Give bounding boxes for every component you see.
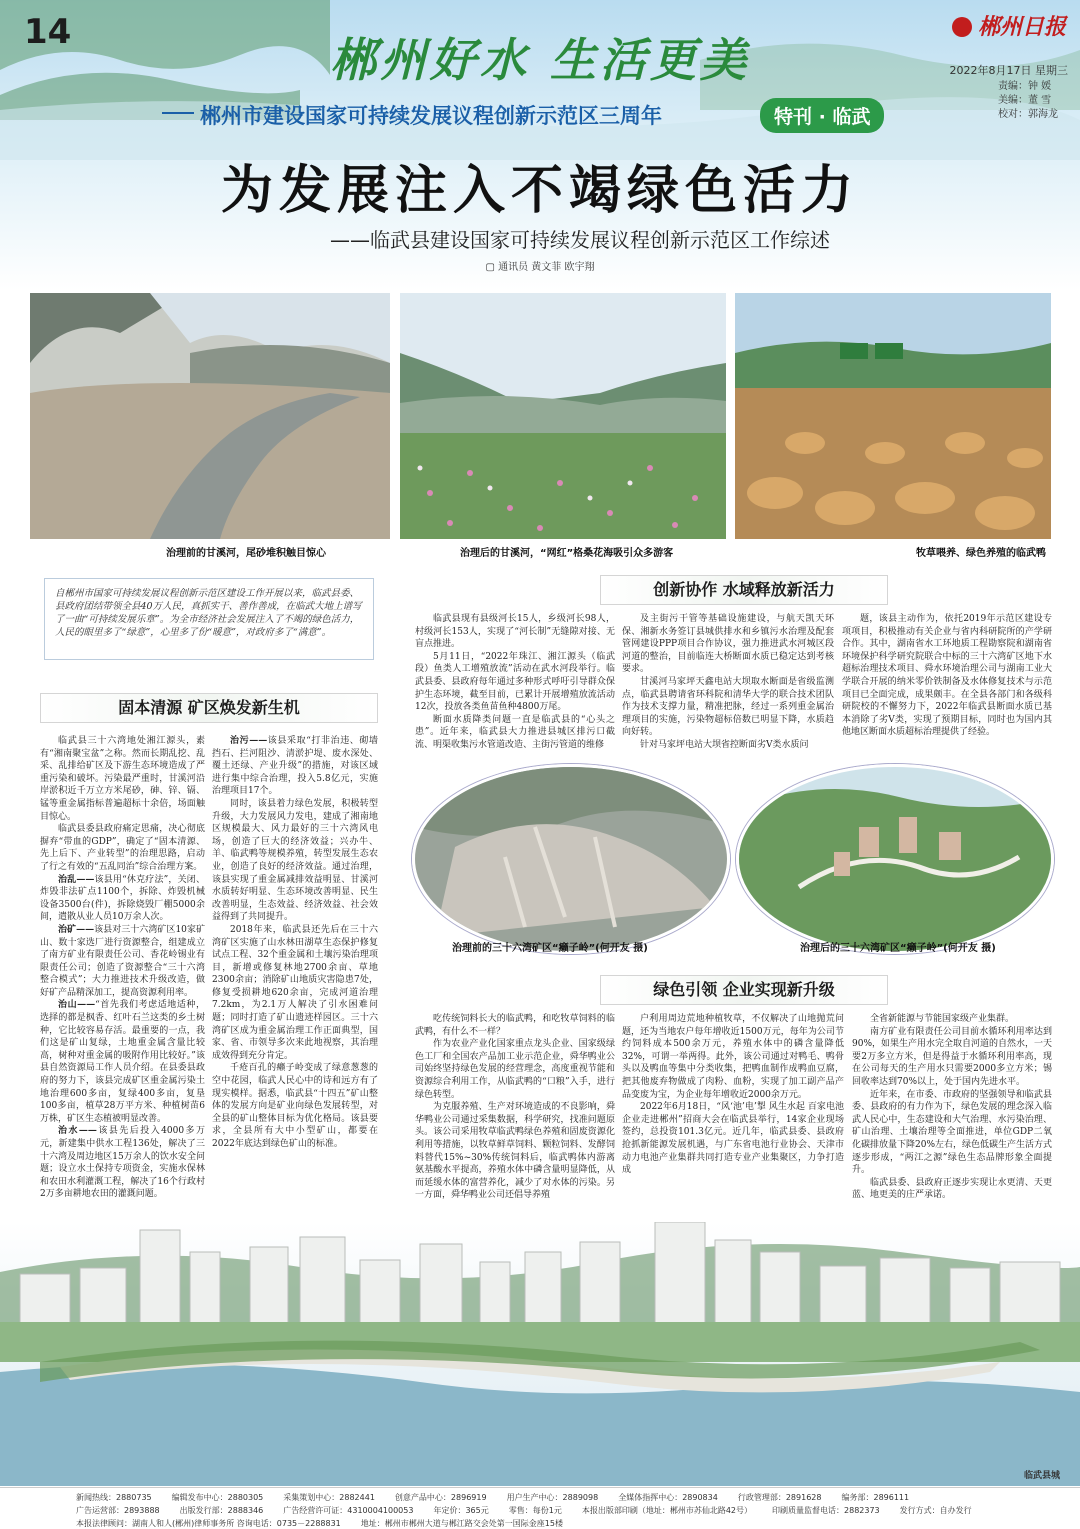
sub-headline: ——临武县建设国家可持续发展议程创新示范区工作综述 bbox=[330, 228, 830, 252]
paragraph: 治矿——该县对三十六湾矿区10家矿山、数十家选厂进行资源整合，组建成立了南方矿业有限责任公司、香花岭锡业有限责任公司；创造了资源整合“三十六湾整合模式”；大力推进技术升级改造，做好矿产品精深加工，提高资源利用率。 bbox=[40, 924, 205, 998]
bold-lead: 治乱—— bbox=[58, 874, 95, 885]
paragraph: 临武县委、县政府正逐步实现让水更清、天更蓝、地更美的庄严承诺。 bbox=[852, 1177, 1052, 1201]
photo-ducks bbox=[735, 293, 1051, 539]
page-number: 14 bbox=[24, 12, 72, 52]
caption-photo4: 治理前的三十六湾矿区“癞子岭”(何开友 摄) bbox=[452, 943, 648, 954]
column-7 bbox=[622, 1013, 844, 1238]
paragraph: 临武县三十六湾地处湘江源头，素有“湘南聚宝盆”之称。然而长期乱挖、乱采、乱排给矿区及下游生态环境造成了严重污染和破坏。污染最严重时，甘溪河沿岸淤积近千万立方米尾砂，砷、锌、镉、锰等重金属指标普遍超标十余倍，场面触目惊心。 bbox=[40, 736, 205, 822]
paragraph: 甘溪河马家坪天鑫电站大坝取水断面是省级监测点，临武县聘请省环科院和清华大学的联合技术团队作为技术支撑力量，精准把脉，经过一系列重金属治理项目的实施，污染物超标倍数已明显下降，水质趋向好转。 bbox=[622, 676, 834, 738]
column-1 bbox=[40, 735, 205, 1242]
paragraph: 临武县现有县级河长15人，乡级河长98人，村级河长153人，实现了“河长制”无缝隙对接、无盲点推进。 bbox=[415, 614, 615, 650]
footer-line-2: 广告运营部：2893888 出版发行部：2888346 广告经营许可证：4310004100053 年定价：365元 零售：每份1元 本报出版部印刷（地址：郴州市苏仙北路42号） 印刷质量监督电话：2882373 发行方式：自办发行 bbox=[76, 1506, 972, 1515]
photo-mine-after bbox=[736, 764, 1054, 954]
paragraph: 近年来，在市委、市政府的坚强领导和临武县委、县政府的有力作为下，绿色发展的理念深入临武人民心中，生态建设和大气治理、水污染治理、矿山治理、土壤治理等全面推进，单位GDP二氧化碳排放量下降20%左右，绿色低碳生产生活方式逐步形成，“两江之源”绿色生态品牌形象全面提升。 bbox=[852, 1089, 1052, 1176]
newspaper-logo bbox=[952, 10, 1066, 41]
column-2 bbox=[212, 735, 378, 1242]
masthead-slogan: 郴州好水 生活更美 bbox=[330, 33, 751, 87]
paragraph: 治乱——该县用“休克疗法”，关闭、炸毁非法矿点1100个，拆除、炸毁机械设备3500台(件)，拆除烧毁厂棚5000余间，遣散从业人员10万余人次。 bbox=[40, 874, 205, 923]
paragraph: 全省新能源与节能国家级产业集群。 bbox=[870, 1014, 1015, 1024]
issue-date: 2022年8月17日 星期三 bbox=[949, 64, 1068, 77]
paragraph: 治水——该县先后投入4000多万元，新建集中供水工程136处，解决了三十六湾及周边地区15万余人的饮水安全问题；设立水土保持专项资金，实施水保林和农田水利灌溉工程，解决了16个行政村2万多亩耕地农田的灌溉问题。 bbox=[40, 1126, 205, 1200]
photo-river-before bbox=[30, 293, 390, 539]
paragraph: 户利用周边荒地种植牧草，不仅解决了山地抛荒问题，还为当地农户每年增收近1500万元，每年为公司节约饲料成本500余万元，养殖水体中的磷含量降低32%，可谓一举两得。此外，该公司通过对鸭毛、鸭骨头以及鸭血等集中分类收集，把鸭血制作成鸭血豆腐，把其他废弃物做成了肉粉、血粉，实现了加工副产品产品变废为宝，为企业每年增收近2000余万元。 bbox=[622, 1014, 844, 1100]
column-3 bbox=[415, 613, 615, 757]
editor-list bbox=[998, 80, 1068, 122]
byline: ▢ 通讯员 黄文菲 欧宇翔 bbox=[485, 262, 595, 273]
bold-lead: 治水—— bbox=[58, 1126, 97, 1137]
section-heading-enterprise: 绿色引领 企业实现新升级 bbox=[600, 975, 888, 1005]
section-heading-water: 创新协作 水域释放新活力 bbox=[600, 575, 888, 605]
logo-icon bbox=[952, 17, 972, 37]
photo-county-panorama bbox=[0, 1222, 1080, 1486]
editor-proofreader: 校对：郭海龙 bbox=[998, 109, 1058, 120]
footer-line-1: 新闻热线：2880735 编辑发布中心：2880305 采集策划中心：2882441 创意产品中心：2896919 用户生产中心：2889098 全媒体指挥中心：2890834 行政管理部：2891628 编务部：2896111 bbox=[76, 1493, 910, 1502]
main-headline: 为发展注入不竭绿色活力 bbox=[220, 160, 859, 221]
editor-art: 美编：董 雪 bbox=[998, 95, 1052, 106]
intro-box: 自郴州市国家可持续发展议程创新示范区建设工作开展以来，临武县委、县政府团结带领全县40万人民，真抓实干、善作善成，在临武大地上谱写了一曲“可持续发展乐章”。为全市经济社会发展注入了不竭的绿色活力，人民的眼里多了“绿意”，心里多了份“暖意”，对政府多了“满意”。 bbox=[44, 578, 374, 660]
paragraph: 题，该县主动作为，依托2019年示范区建设专项项目，积极推动有关企业与省内科研院所的产学研合作。其中，湖南省水工环地质工程勘察院和湖南省环境保护科学研究院联合中标的三十六湾矿区地下水超标治理技术项目、舜水环境治理公司与湖南工业大学联合开展的纳米零价铁制备及水体修复技术与示范项目已全面完成，成果颇丰。在全县各部门和各级科研院校的不懈努力下，2022年临武县断面水质已基本消除了劣Ⅴ类，实现了预期目标，同时也为国内其他地区断面水质超标治理提供了经验。 bbox=[842, 614, 1052, 738]
editor-responsible: 责编：钟 媛 bbox=[998, 81, 1052, 92]
bold-lead: 治污—— bbox=[230, 736, 268, 746]
column-5 bbox=[842, 613, 1052, 757]
caption-photo2: 治理后的甘溪河，“网红”格桑花海吸引众多游客 bbox=[460, 548, 674, 559]
paper-name: 郴州日报 bbox=[977, 14, 1066, 40]
paragraph: 南方矿业有限责任公司目前水循环利用率达到90%，如果生产用水完全取自河道的自然水，一天要2万多立方米，但是得益于水循环利用率高，现在公司每天的生产用水只需要2000多立方米；锡回收率达到70%以上，处于国内先进水平。 bbox=[852, 1026, 1052, 1087]
footer-line-3: 本报法律顾问：湖南人和人(郴州)律师事务所 咨询电话：0735－2288831 地址：郴州市郴州大道与郴江路交会处第一国际金座15楼 bbox=[76, 1519, 563, 1528]
paragraph: 作为农业产业化国家重点龙头企业、国家级绿色工厂和全国农产品加工业示范企业，舜华鸭业公司始终坚持绿色发展的经营理念，高度重视节能和资源综合利用工作，从临武鸭的“口粮”入手，进行绿色转型。 bbox=[415, 1039, 615, 1100]
paragraph: 临武县委县政府痛定思痛，决心彻底摒弃“带血的GDP”，确定了“固本清源、先上后下、产业转型”的治理思路，启动了行之有效的“五乱同治”综合治理方案。 bbox=[40, 824, 205, 872]
paragraph: 同时，该县着力绿色发展，积极转型升级，大力发展风力发电，建成了湘南地区规模最大、风力最好的三十六湾风电场，创造了巨大的经济效益；兴办牛、羊、临武鸭等规模养殖，转型发展生态农业，创造了良好的经济效益。通过治理，该县实现了重金属减排效益明显、甘溪河水质转好明显、生态环境改善明显、民生改善明显，生态效益、经济效益、社会效益得到了共同提升。 bbox=[212, 798, 378, 923]
paragraph: 断面水质降类问题一直是临武县的“心头之患”。近年来，临武县大力推进县城区排污口截流、明渠收集污水管道改造、主街污管道的维修 bbox=[415, 714, 615, 750]
paragraph: 针对马家坪电站大坝省控断面劣Ⅴ类水质问 bbox=[640, 739, 809, 750]
caption-photo1: 治理前的甘溪河，尾砂堆积触目惊心 bbox=[166, 548, 326, 559]
footer-info bbox=[0, 1487, 1080, 1529]
column-8 bbox=[852, 1013, 1052, 1238]
paragraph: 5月11日，“2022年珠江、湘江源头（临武段）鱼类人工增殖放流”活动在武水河段举行。临武县委、县政府每年通过多种形式呼吁引导群众保护生态环境，截至目前，已累计开展增殖放流活动12次，投放各类鱼苗鱼种4800万尾。 bbox=[415, 651, 615, 713]
paragraph: 及主街污干管等基础设施建设，与航天凯天环保、湘新水务签订县城供排水和乡镇污水治理及配套管网建设PPP项目合作协议，强力推进武水河城区段河道的整治，目前临连大桥断面水质已稳定达到考核要求。 bbox=[622, 614, 834, 675]
paragraph: 千疮百孔的癞子岭变成了绿意葱葱的空中花园，临武人民心中的诗和远方有了现实模样。据悉，临武县“十四五”矿山整体的发展方向是矿业向绿色发展转型，对全县的矿山整体目标为优化格局。该县要求，全县所有大中小型矿山，都要在2022年底达到绿色矿山的标准。 bbox=[212, 1063, 378, 1149]
bold-lead: 治矿—— bbox=[58, 924, 95, 935]
photo-river-after bbox=[400, 293, 726, 539]
paragraph: 2018年来，临武县还先后在三十六湾矿区实施了山水林田湖草生态保护修复试点工程、32个重金属和土壤污染治理项目，新增或修复林地2700余亩、草地2300余亩；消除矿山地质灾害隐患7处，修复受损耕地620余亩，完成河道治理7.2km，为2.1万人解决了引水困难问题；同时打造了矿山遗迹样园区。三十六湾矿区成为重金属治理工作正面典型，国家、省、市领导多次来此地视察，其治理成效得到充分肯定。 bbox=[212, 924, 378, 1061]
special-badge: 特刊 · 临武 bbox=[760, 98, 884, 133]
paragraph: 治山——“首先我们考虑适地适种，选择的都是枫香、红叶石兰这类的乡土树种，它比较容易存活。最重要的一点，我们这是矿山复绿，土地重金属含量比较高，树种对重金属的吸附作用比较好。”该县自然资源局工作人员介绍。在县委县政府的努力下，该县完成矿区重金属污染土地治理600多亩，复绿400多亩，复垦100多亩，植草28万平方米、种植树苗6万株，矿区生态植被明显改善。 bbox=[40, 1000, 205, 1124]
caption-photo5: 治理后的三十六湾矿区“癞子岭”(何开友 摄) bbox=[800, 943, 996, 954]
section-heading-mining: 固本清源 矿区焕发新生机 bbox=[40, 693, 378, 723]
column-6 bbox=[415, 1013, 615, 1238]
bold-lead: 治山—— bbox=[58, 1000, 96, 1011]
paragraph: 为克服养殖、生产对环境造成的不良影响，舜华鸭业公司通过采集数据，科学研究，找准问题原头。该公司采用牧草临武鸭绿色养殖和固废资源化利用等措施，以牧草鲜草饲料、颗粒饲料、发酵饲料替代15%~30%传统饲料后，临武鸭体内游离氨基酸水平提高，养殖水体中磷含量明显降低，从而延缓水体的富营养化，减少了对水体的污染。另一方面，舜华鸭业公司还倡导养殖 bbox=[415, 1102, 615, 1201]
column-4 bbox=[622, 613, 834, 757]
panorama-sign: 临武县城 bbox=[1024, 1471, 1061, 1481]
caption-photo3: 牧草喂养、绿色养殖的临武鸭 bbox=[916, 548, 1046, 559]
special-subtitle: 郴州市建设国家可持续发展议程创新示范区三周年 bbox=[200, 100, 662, 130]
paragraph: 2022年6月18日，“风‘池’电’掣 风生水起 百家电池企业走进郴州”招商大会在临武县举行，14家企业现场签约，总投资101.3亿元。近几年，临武县委、县政府抢抓新能源发展机遇，与广东省电池行业协会、天津市动力电池产业集群共同打造专业产业集聚区，力争打造成 bbox=[622, 1102, 844, 1176]
photo-mine-before bbox=[412, 764, 730, 954]
paragraph: 治污——该县采取“打非治违、砌墙挡石、拦河阻沙、清淤护堤、废水深处、覆土还绿、产业升级”的措施，对该区域进行集中综合治理，投入5.8亿元，实施治理项目17个。 bbox=[212, 736, 378, 797]
paragraph: 吃传统饲料长大的临武鸭，和吃牧草饲料的临武鸭，有什么不一样？ bbox=[415, 1014, 615, 1037]
